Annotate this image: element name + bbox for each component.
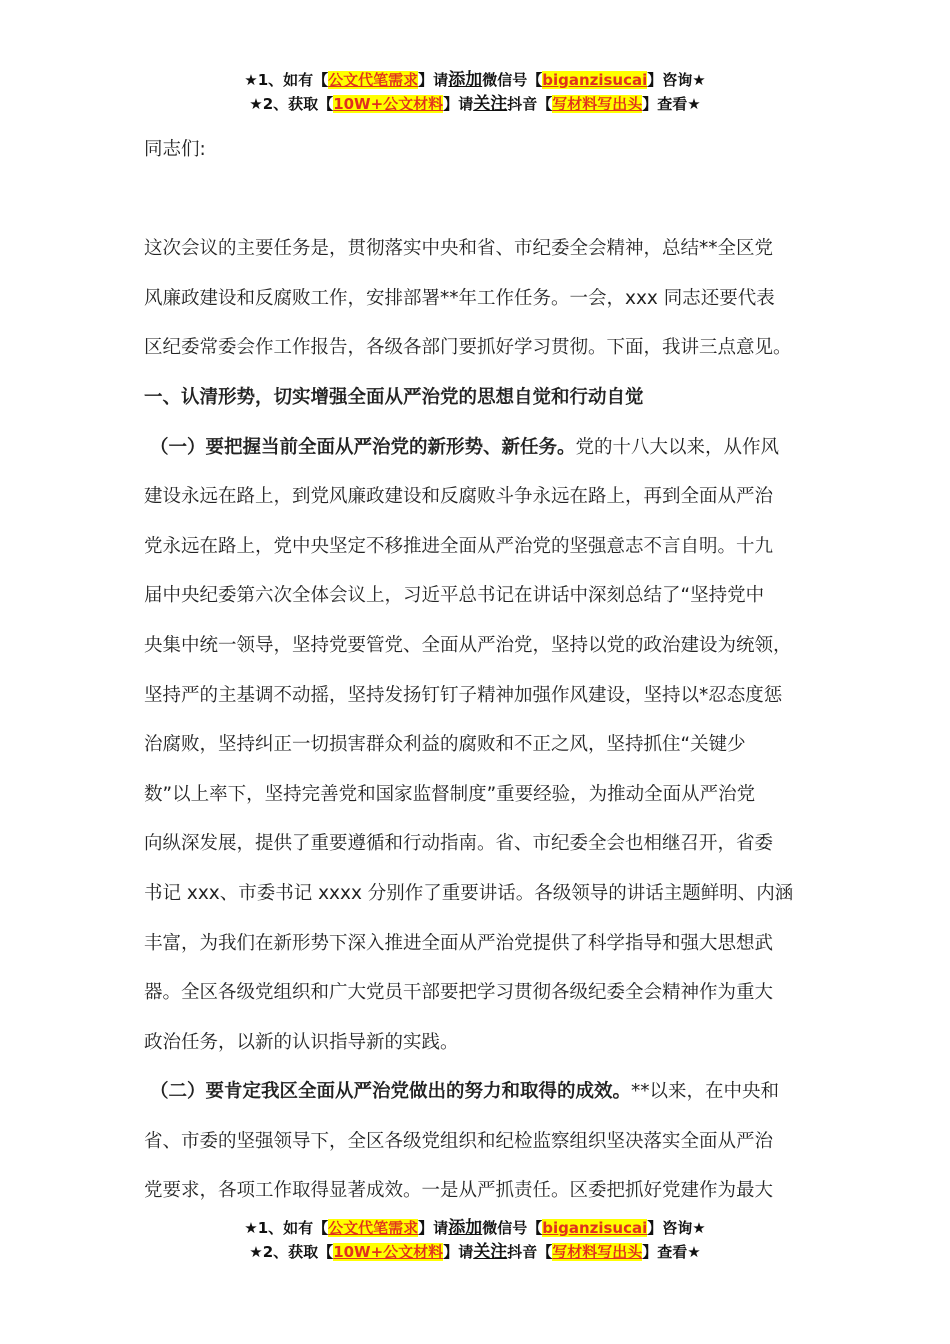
highlight-service: 公文代笔需求	[328, 1219, 419, 1237]
highlight-douyin-id: 写材料写出头	[552, 95, 643, 113]
highlight-service: 公文代笔需求	[328, 71, 419, 89]
subheading: （一）要把握当前全面从严治党的新形势、新任务。	[150, 436, 576, 458]
document-body	[144, 125, 810, 1216]
banner-text: 】查看★	[642, 1243, 701, 1261]
text-line: 书记 xxx、市委书记 xxxx 分别作了重要讲话。各级领导的讲话主题鲜明、内涵	[144, 882, 794, 904]
banner-text: 微信号【	[482, 71, 543, 89]
banner-emphasis: 关注	[473, 1242, 508, 1262]
text-line: 政治任务，以新的认识指导新的实践。	[144, 1031, 459, 1053]
highlight-materials: 10W+公文材料	[333, 95, 444, 113]
banner-text: 】请	[443, 95, 474, 113]
paragraph-first-line	[144, 423, 810, 473]
text-line: 省、市委的坚强领导下，全区各级党组织和纪检监察组织坚决落实全面从严治	[144, 1130, 774, 1152]
banner-line-2	[0, 1240, 950, 1264]
banner-text: ★2、获取【	[249, 95, 334, 113]
text-line: 向纵深发展，提供了重要遵循和行动指南。省、市纪委全会也相继召开，省委	[144, 833, 774, 855]
blank-line	[144, 175, 810, 225]
banner-text: 】请	[418, 71, 449, 89]
text-line: 丰富，为我们在新形势下深入推进全面从严治党提供了科学指导和强大思想武	[144, 932, 774, 954]
banner-line-1	[0, 1216, 950, 1240]
header-banner	[0, 68, 950, 116]
text-line: 建设永远在路上，到党风廉政建设和反腐败斗争永远在路上，再到全面从严治	[144, 486, 774, 508]
banner-text: ★1、如有【	[244, 71, 329, 89]
banner-text: 】请	[443, 1243, 474, 1261]
banner-emphasis: 添加	[448, 1218, 483, 1238]
footer-banner	[0, 1216, 950, 1264]
banner-text: 】咨询★	[647, 71, 706, 89]
text-line: 器。全区各级党组织和广大党员干部要把学习贯彻各级纪委全会精神作为重大	[144, 982, 774, 1004]
banner-emphasis: 关注	[473, 94, 508, 114]
text-line: 届中央纪委第六次全体会议上，习近平总书记在讲话中深刻总结了“坚持党中	[144, 585, 765, 607]
banner-text: 】咨询★	[647, 1219, 706, 1237]
subheading: （二）要肯定我区全面从严治党做出的努力和取得的成效。	[150, 1081, 632, 1103]
salutation: 同志们:	[144, 139, 206, 160]
paragraph-first-line	[144, 1067, 810, 1117]
banner-text: 微信号【	[482, 1219, 543, 1237]
banner-emphasis: 添加	[448, 70, 483, 90]
banner-text: ★2、获取【	[249, 1243, 334, 1261]
banner-text: 抖音【	[507, 95, 553, 113]
text-line: 治腐败，坚持纠正一切损害群众利益的腐败和不正之风，坚持抓住“关键少	[144, 734, 746, 756]
banner-text: 】请	[418, 1219, 449, 1237]
text-line: 区纪委常委会作工作报告，各级各部门要抓好学习贯彻。下面，我讲三点意见。	[144, 337, 792, 359]
text-line: 党要求，各项工作取得显著成效。一是从严抓责任。区委把抓好党建作为最大	[144, 1180, 774, 1202]
section-heading: 一、认清形势，切实增强全面从严治党的思想自觉和行动自觉	[144, 386, 644, 408]
text-line: 数”以上率下，坚持完善党和国家监督制度”重要经验，为推动全面从严治党	[144, 783, 756, 805]
text-line: 坚持严的主基调不动摇，坚持发扬钉钉子精神加强作风建设，坚持以*忍态度惩	[144, 684, 783, 706]
text-line: 这次会议的主要任务是，贯彻落实中央和省、市纪委全会精神，总结**全区党	[144, 238, 774, 260]
banner-line-2	[0, 92, 950, 116]
highlight-wechat-id: biganzisucai	[542, 71, 648, 89]
highlight-douyin-id: 写材料写出头	[552, 1243, 643, 1261]
text-line: 央集中统一领导，坚持党要管党、全面从严治党，坚持以党的政治建设为统领，	[144, 634, 792, 656]
banner-text: 】查看★	[642, 95, 701, 113]
banner-line-1	[0, 68, 950, 92]
text-line: 风廉政建设和反腐败工作，安排部署**年工作任务。一会，xxx 同志还要代表	[144, 287, 775, 309]
text-run: 党的十八大以来，从作风	[575, 436, 780, 458]
banner-text: 抖音【	[507, 1243, 553, 1261]
text-run: **以来，在中央和	[631, 1081, 780, 1103]
text-line: 党永远在路上，党中央坚定不移推进全面从严治党的坚强意志不言自明。十九	[144, 535, 774, 557]
highlight-wechat-id: biganzisucai	[542, 1219, 648, 1237]
banner-text: ★1、如有【	[244, 1219, 329, 1237]
highlight-materials: 10W+公文材料	[333, 1243, 444, 1261]
